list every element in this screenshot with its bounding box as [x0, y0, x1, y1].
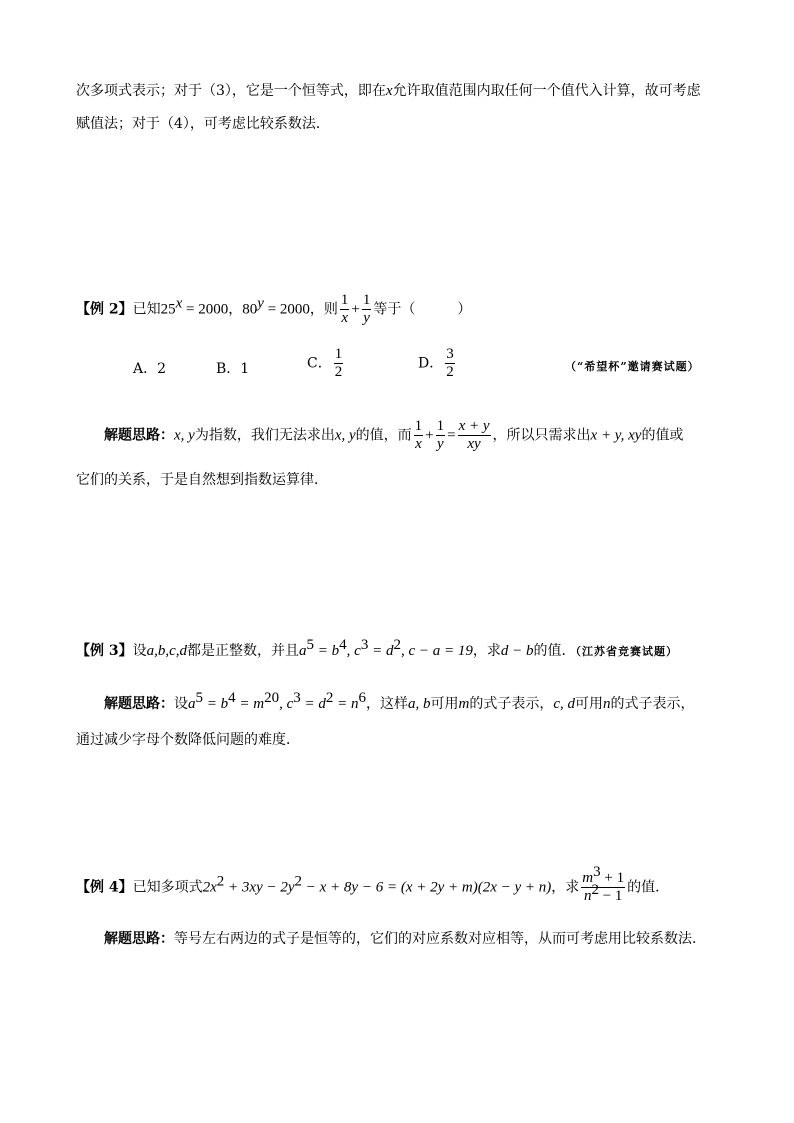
- example-3-question: 【例 3】设a,b,c,d都是正整数，并且$a^5 = b^4$, $c^3 = d^2$, c − a = 19，求d − b的值．（江苏省竞赛试题）: [76, 637, 678, 659]
- option-d[interactable]: D． $\frac{3}{2}$: [418, 346, 454, 380]
- example-2-label: 【例 2】: [76, 301, 133, 318]
- example-4-label: 【例 4】: [76, 879, 133, 896]
- option-c[interactable]: C． $\frac{1}{2}$: [307, 346, 343, 380]
- fraction-m3-over-n2: $\frac{m^3 + 1}{n^2 - 1}$: [582, 864, 625, 904]
- fraction-1-over-x: $\frac{1}{x}$: [340, 292, 349, 326]
- intro-line-2: 赋值法；对于（4），可考虑比较系数法．: [76, 116, 330, 132]
- example-4-question: 【例 4】已知多项式$2x^2 + 3xy - 2y^2 - x + 8y - 6 = (x + 2y + m)(2x - y + n)$，求 $\frac{m^3 + 1}{n^2 - 1}$ 的值．: [76, 864, 670, 904]
- example-2-question: 【例 2】已知$25^x = 2000$，$80^y = 2000$，则 $\frac{1}{x}$ + $\frac{1}{y}$ 等于（ ）: [76, 292, 472, 326]
- intro-line-1: 次多项式表示；对于（3），它是一个恒等式，即在x允许取值范围内取任何一个值代入计算，故可考虑: [76, 83, 701, 99]
- fraction-1-over-y: $\frac{1}{y}$: [362, 292, 371, 326]
- example-3-source: （江苏省竞赛试题）: [575, 645, 678, 658]
- hint-label: 解题思路：: [104, 696, 174, 712]
- example-3-label: 【例 3】: [76, 643, 133, 659]
- example-3-hint: 解题思路：设$a^5 = b^4 = m^{20}$, $c^3 = d^2 = n^6$，这样a, b可用m的式子表示，c, d可用n的式子表示，: [104, 690, 695, 712]
- example-2-source: （“希望杯”邀请赛试题）: [565, 360, 700, 373]
- example-3-hint-line-2: 通过减少字母个数降低问题的难度．: [76, 732, 300, 748]
- option-b[interactable]: B．1: [216, 361, 250, 377]
- hint-label: 解题思路：: [104, 931, 174, 947]
- example-2-hint-line-2: 它们的关系，于是自然想到指数运算律．: [76, 472, 328, 488]
- hint-label: 解题思路：: [104, 427, 174, 444]
- option-a[interactable]: A．2: [133, 361, 167, 377]
- example-4-hint: 解题思路：等号左右两边的式子是恒等的，它们的对应系数对应相等，从而可考虑用比较系数法．: [104, 931, 706, 947]
- example-2-hint: 解题思路：x, y为指数，我们无法求出x, y的值，而 $\frac{1}{x}$ + $\frac{1}{y}$ = $\frac{x + y}{xy}$ ，所以只需求出x + y, xy的值或: [104, 418, 684, 452]
